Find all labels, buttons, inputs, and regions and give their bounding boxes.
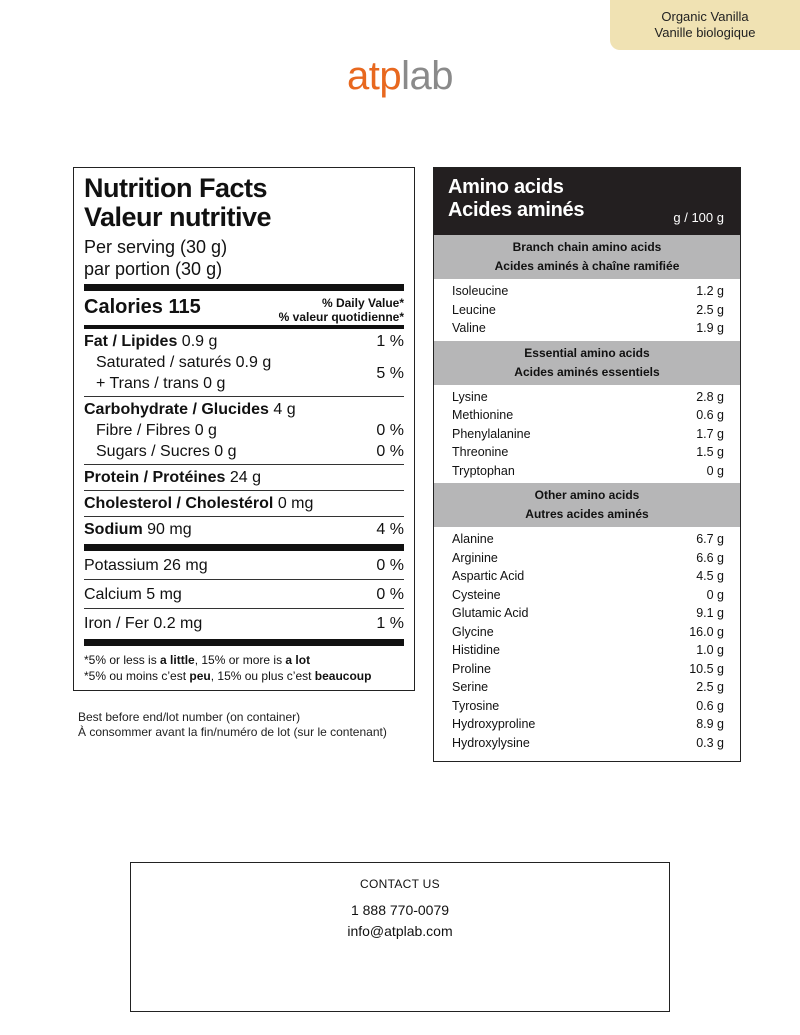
amino-value: 0 g	[706, 587, 724, 602]
potassium-label: Potassium 26 mg	[84, 557, 208, 574]
best-before-note	[78, 710, 387, 740]
divider	[84, 284, 404, 291]
amino-name: Phenylalanine	[452, 426, 531, 441]
amino-row	[452, 549, 724, 568]
protein-row	[84, 465, 404, 490]
amino-value: 1.7 g	[696, 426, 724, 441]
amino-name: Valine	[452, 321, 486, 335]
sugars-row	[84, 441, 404, 462]
amino-row	[452, 282, 724, 301]
amino-section-title-fr: Acides aminés à chaîne ramifiée	[494, 259, 680, 273]
amino-row	[452, 425, 724, 444]
nutrition-facts-panel	[73, 167, 415, 691]
calcium-label: Calcium 5 mg	[84, 586, 182, 603]
amino-title-en: Amino acids	[448, 176, 564, 198]
amino-name: Lysine	[452, 389, 488, 404]
carb-amount: 4 g	[268, 401, 296, 418]
amino-section-header	[434, 341, 740, 385]
fat-group	[84, 329, 404, 396]
calories-label: Calories 115	[84, 296, 201, 318]
flavor-tag	[610, 0, 800, 50]
carb-label: Carbohydrate / Glucides	[84, 401, 269, 418]
fat-label: Fat / Lipides	[84, 333, 178, 350]
sodium-label: Sodium	[84, 521, 143, 538]
cholesterol-row	[84, 491, 404, 516]
amino-name: Threonine	[452, 445, 509, 459]
amino-value: 10.5 g	[689, 661, 724, 676]
amino-section-header	[434, 235, 740, 279]
sugars-label: Sugars / Sucres 0 g	[96, 443, 237, 460]
amino-value: 0.6 g	[696, 698, 724, 713]
serving-fr: par portion (30 g)	[84, 259, 223, 279]
potassium-pct: 0 %	[376, 557, 404, 574]
divider	[84, 639, 404, 646]
amino-value: 2.5 g	[696, 680, 724, 694]
trans-label: + Trans / trans 0 g	[96, 375, 226, 392]
amino-row	[452, 586, 724, 605]
serving-en: Per serving (30 g)	[84, 237, 228, 257]
fibre-label: Fibre / Fibres 0 g	[96, 422, 217, 439]
brand-logo-part2: lab	[401, 54, 453, 98]
amino-name: Tryptophan	[452, 463, 515, 478]
amino-name: Glycine	[452, 624, 494, 639]
amino-list	[434, 527, 740, 755]
amino-value: 0.3 g	[696, 735, 724, 750]
dv-header-en: % Daily Value*	[321, 296, 404, 310]
contact-phone[interactable]: 1 888 770-0079	[350, 902, 450, 918]
iron-label: Iron / Fer 0.2 mg	[84, 615, 203, 632]
amino-section-title-en: Essential amino acids	[524, 345, 650, 360]
iron-row	[84, 609, 404, 637]
amino-value: 1.9 g	[696, 321, 724, 335]
fibre-row	[84, 420, 404, 441]
amino-name: Serine	[452, 680, 489, 694]
amino-row	[452, 319, 724, 338]
contact-box	[130, 862, 670, 1012]
sugars-pct: 0 %	[376, 443, 404, 460]
amino-name: Alanine	[452, 532, 494, 546]
amino-row	[452, 462, 724, 481]
amino-title-fr: Acides aminés	[448, 199, 585, 221]
amino-row	[452, 388, 724, 407]
amino-list	[434, 385, 740, 484]
amino-name: Leucine	[452, 302, 496, 317]
sat-trans-row	[84, 352, 404, 394]
protein-amount: 24 g	[225, 469, 261, 486]
amino-value: 0.6 g	[696, 408, 724, 422]
amino-value: 8.9 g	[696, 717, 724, 731]
amino-section-title-en: Branch chain amino acids	[512, 240, 662, 254]
amino-section-title-fr: Acides aminés essentiels	[514, 364, 660, 379]
amino-row	[452, 660, 724, 679]
footnote	[84, 652, 404, 684]
cholesterol-label: Cholesterol / Cholestérol	[84, 495, 274, 512]
calories-row	[84, 291, 404, 325]
amino-value: 1.5 g	[696, 445, 724, 459]
amino-value: 16.0 g	[689, 624, 724, 639]
contact-header: CONTACT US	[360, 877, 440, 891]
amino-row	[452, 301, 724, 320]
amino-sections	[434, 235, 740, 755]
amino-name: Hydroxylysine	[452, 735, 530, 750]
amino-name: Proline	[452, 661, 491, 676]
sodium-amount: 90 mg	[142, 521, 192, 538]
flavor-fr: Vanille biologique	[654, 25, 756, 40]
amino-acids-panel	[433, 167, 741, 762]
amino-row	[452, 443, 724, 462]
amino-header	[434, 168, 740, 235]
sodium-row	[84, 517, 404, 542]
fat-amount: 0.9 g	[177, 333, 218, 350]
sodium-pct: 4 %	[376, 521, 404, 538]
calcium-row	[84, 580, 404, 608]
amino-row	[452, 715, 724, 734]
amino-row	[452, 604, 724, 623]
dv-header-fr: % valeur quotidienne*	[278, 310, 404, 324]
amino-row	[452, 530, 724, 549]
best-before-fr: À consommer avant la fin/numéro de lot (sur le contenant)	[78, 725, 387, 739]
amino-section-title-en: Other amino acids	[534, 488, 640, 502]
amino-value: 6.7 g	[696, 532, 724, 546]
amino-value: 9.1 g	[696, 606, 724, 620]
amino-row	[452, 678, 724, 697]
serving-size	[84, 236, 404, 280]
nutrition-title-en: Nutrition Facts	[84, 173, 268, 203]
amino-value: 2.5 g	[696, 302, 724, 317]
brand-logo-part1: atp	[347, 54, 402, 98]
amino-name: Arginine	[452, 550, 498, 565]
amino-row	[452, 567, 724, 586]
fibre-pct: 0 %	[376, 422, 404, 439]
calcium-pct: 0 %	[376, 586, 404, 603]
amino-row	[452, 641, 724, 660]
amino-name: Glutamic Acid	[452, 606, 529, 620]
amino-value: 2.8 g	[696, 389, 724, 404]
divider	[84, 544, 404, 551]
brand-logo	[0, 48, 800, 104]
amino-name: Aspartic Acid	[452, 569, 525, 583]
potassium-row	[84, 551, 404, 579]
protein-label: Protein / Protéines	[84, 469, 226, 486]
amino-value: 1.2 g	[696, 284, 724, 298]
amino-name: Cysteine	[452, 587, 501, 602]
amino-section-header	[434, 483, 740, 527]
iron-pct: 1 %	[376, 615, 404, 632]
cholesterol-amount: 0 mg	[273, 495, 314, 512]
amino-value: 0 g	[706, 463, 724, 478]
amino-unit: g / 100 g	[673, 210, 724, 225]
amino-value: 1.0 g	[696, 643, 724, 657]
flavor-en: Organic Vanilla	[661, 9, 749, 24]
nutrition-title-fr: Valeur nutritive	[84, 202, 272, 232]
amino-name: Isoleucine	[452, 284, 509, 298]
amino-value: 4.5 g	[696, 569, 724, 583]
amino-row	[452, 623, 724, 642]
fat-pct: 1 %	[376, 333, 404, 350]
amino-section-title-fr: Autres acides aminés	[525, 507, 649, 521]
footnote-fr: *5% ou moins c’est peu, 15% ou plus c’est beaucoup	[84, 669, 372, 683]
contact-email[interactable]: info@atplab.com	[347, 923, 453, 939]
amino-row	[452, 734, 724, 753]
fat-row	[84, 331, 404, 352]
footnote-en: *5% or less is a little, 15% or more is a lot	[84, 653, 311, 667]
carb-group	[84, 397, 404, 464]
amino-name: Histidine	[452, 643, 500, 657]
daily-value-header	[279, 296, 404, 324]
carb-row	[84, 399, 404, 420]
amino-row	[452, 697, 724, 716]
saturated-label: Saturated / saturés 0.9 g	[96, 354, 272, 371]
amino-list	[434, 279, 740, 341]
amino-row	[452, 406, 724, 425]
amino-name: Methionine	[452, 408, 514, 422]
amino-name: Hydroxyproline	[452, 717, 536, 731]
sat-trans-pct: 5 %	[376, 364, 404, 382]
amino-name: Tyrosine	[452, 698, 500, 713]
best-before-en: Best before end/lot number (on container)	[78, 710, 301, 724]
amino-value: 6.6 g	[696, 550, 724, 565]
